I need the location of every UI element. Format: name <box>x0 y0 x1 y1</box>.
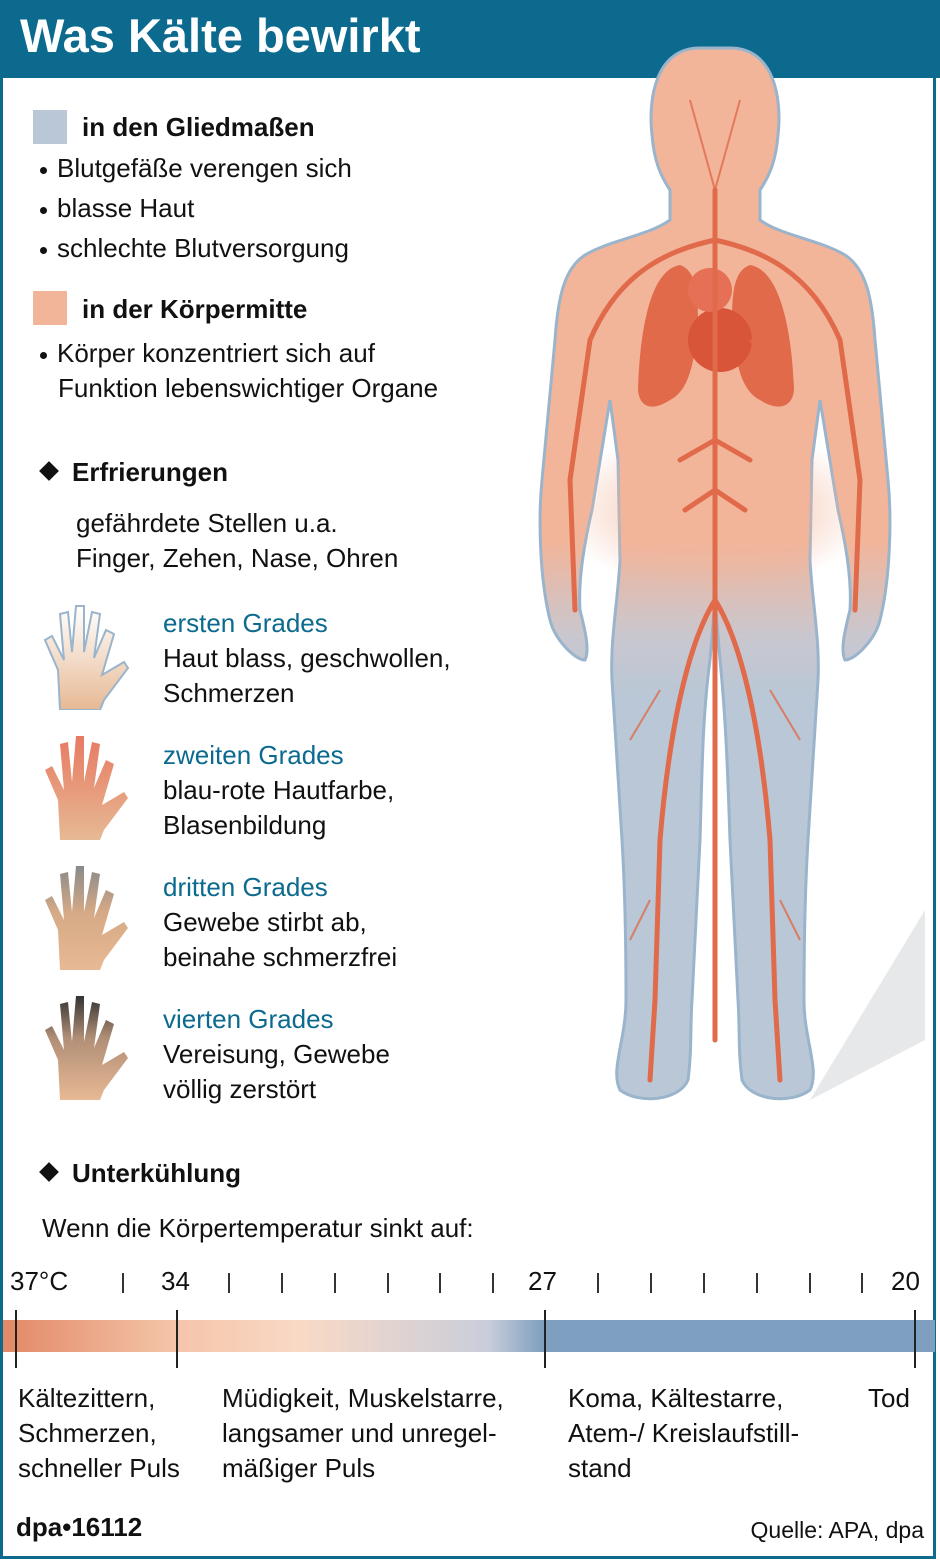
grade-2-title: zweiten Grades <box>163 740 344 770</box>
scale-tick <box>122 1273 124 1293</box>
grade-4-title: vierten Grades <box>163 1004 334 1034</box>
dpa-code: dpa•16112 <box>16 1512 143 1542</box>
grade-4-desc-2: völlig zerstört <box>163 1074 317 1104</box>
scale-tick <box>809 1273 811 1293</box>
scale-tick <box>756 1273 758 1293</box>
temp-label-34: 34 <box>161 1266 190 1296</box>
limbs-bullet-3: schlechte Blutversorgung <box>40 230 349 266</box>
core-color-swatch <box>33 291 67 325</box>
grade-1-title: ersten Grades <box>163 608 328 638</box>
grade-1-desc-2: Schmerzen <box>163 678 295 708</box>
hand-third-degree-icon <box>40 860 130 970</box>
limbs-bullet-1: Blutgefäße verengen sich <box>40 150 352 186</box>
source-credit: Quelle: APA, dpa <box>750 1517 924 1543</box>
hand-first-degree-icon <box>40 600 130 710</box>
core-bullet-2: Funktion lebenswichtiger Organe <box>58 373 439 403</box>
human-body-illustration <box>530 40 930 1130</box>
core-heading: in der Körpermitte <box>82 294 308 324</box>
temp-label-37: 37°C <box>10 1266 69 1296</box>
scale-tick <box>861 1273 863 1293</box>
scale-tick <box>703 1273 705 1293</box>
scale-tick <box>439 1273 441 1293</box>
diamond-icon <box>39 1162 59 1182</box>
stage-1-text: Kältezittern, Schmerzen, schneller Puls <box>18 1383 180 1483</box>
stage-4-text: Tod <box>868 1383 910 1413</box>
marker-34 <box>176 1310 178 1368</box>
grade-1 <box>163 606 451 711</box>
scale-tick <box>597 1273 599 1293</box>
grade-4-desc-1: Vereisung, Gewebe <box>163 1039 390 1069</box>
limbs-heading: in den Gliedmaßen <box>82 112 315 142</box>
stage-2-text: Müdigkeit, Muskelstarre, langsamer und unregel- mäßiger Puls <box>222 1383 504 1483</box>
scale-tick <box>334 1273 336 1293</box>
frostbite-intro-2: Finger, Zehen, Nase, Ohren <box>76 543 399 573</box>
limbs-bullet-2: blasse Haut <box>40 190 194 226</box>
marker-27 <box>544 1310 546 1368</box>
scale-tick <box>492 1273 494 1293</box>
marker-20 <box>914 1310 916 1368</box>
grade-3-desc-2: beinahe schmerzfrei <box>163 942 398 972</box>
scale-tick <box>281 1273 283 1293</box>
frostbite-intro-1: gefährdete Stellen u.a. <box>76 508 338 538</box>
scale-tick <box>650 1273 652 1293</box>
temp-label-27: 27 <box>528 1266 557 1296</box>
diamond-icon <box>39 461 59 481</box>
frostbite-heading: Erfrierungen <box>42 457 228 488</box>
limbs-color-swatch <box>33 110 67 144</box>
temperature-gradient-bar <box>3 1320 935 1352</box>
grade-3-desc-1: Gewebe stirbt ab, <box>163 907 367 937</box>
grade-2-desc-1: blau-rote Hautfarbe, <box>163 775 395 805</box>
hand-fourth-degree-icon <box>40 990 130 1100</box>
grade-3 <box>163 870 397 975</box>
grade-2 <box>163 738 394 843</box>
grade-4 <box>163 1002 390 1107</box>
stage-3-text: Koma, Kältestarre, Atem-/ Kreislaufstill- stand <box>568 1383 800 1483</box>
hypothermia-intro: Wenn die Körpertemperatur sinkt auf: <box>42 1213 474 1243</box>
grade-3-title: dritten Grades <box>163 872 328 902</box>
hypothermia-heading: Unterkühlung <box>42 1158 241 1189</box>
temp-label-20: 20 <box>891 1266 920 1296</box>
core-bullet-1: Körper konzentriert sich auf <box>40 335 375 371</box>
scale-tick <box>387 1273 389 1293</box>
grade-2-desc-2: Blasenbildung <box>163 810 327 840</box>
grade-1-desc-1: Haut blass, geschwollen, <box>163 643 451 673</box>
heart <box>688 308 752 372</box>
marker-37 <box>15 1310 17 1368</box>
hand-second-degree-icon <box>40 730 130 840</box>
scale-tick <box>228 1273 230 1293</box>
page-title: Was Kälte bewirkt <box>20 9 421 62</box>
